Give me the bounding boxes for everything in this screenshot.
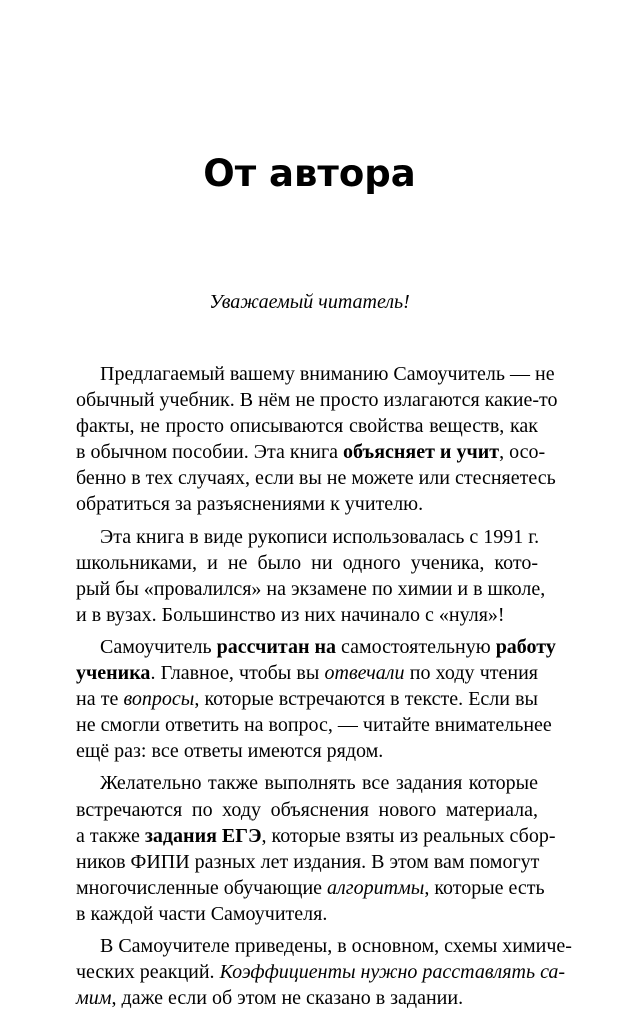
text-line [76, 387, 558, 413]
bold-text: объясняет и учит [343, 441, 500, 464]
text-line [76, 959, 566, 985]
text-line [76, 491, 538, 517]
paragraph [76, 361, 558, 518]
text-run: в обычном пособии. Эта книга [76, 441, 344, 464]
text-line [76, 465, 556, 491]
bold-text: работу [495, 635, 556, 658]
text-run: многочисленные обучающие [76, 876, 328, 899]
text-run: , которые встречаются в тексте. Если вы [194, 688, 538, 711]
italic-text: алгоритмы [327, 876, 425, 899]
text-line [76, 738, 538, 764]
text-run: в каждой части Самоучителя. [76, 902, 328, 925]
italic-text: мим [76, 987, 112, 1010]
text-run: обычный учебник. В нём не просто излагаются какие-то [76, 389, 558, 412]
text-run: обратиться за разъяснениями к учителю. [76, 493, 424, 516]
text-line [76, 849, 538, 875]
text-line [76, 901, 538, 927]
text-line [76, 660, 538, 686]
paragraph [76, 634, 556, 764]
text-run: на те [76, 688, 124, 711]
text-run: ников ФИПИ разных лет издания. В этом вам помогут [76, 850, 540, 873]
text-line [76, 823, 556, 849]
text-run: бенно в тех случаях, если вы не можете или стесняетесь [76, 467, 556, 490]
italic-text: Коэффициенты нужно расставлять са- [219, 961, 566, 984]
text-line [76, 797, 538, 823]
bold-text: ученика [76, 662, 151, 685]
chapter-title: От автора [203, 152, 416, 195]
text-run: ческих реакций. [76, 961, 220, 984]
bold-text: рассчитан на [216, 635, 336, 658]
text-line [76, 686, 538, 712]
bold-text: задания ЕГЭ [144, 824, 262, 847]
paragraph [76, 524, 546, 628]
paragraph [76, 770, 556, 927]
text-line [76, 361, 555, 387]
text-line [76, 712, 552, 738]
text-run: школьниками, и не было ни одного ученика, кото- [76, 551, 538, 574]
text-run: , даже если об этом не сказано в задании. [111, 987, 464, 1010]
text-run: , которые есть [424, 876, 545, 899]
text-line [76, 985, 538, 1011]
text-run: и в вузах. Большинство из них начинало с «нуля»! [76, 603, 505, 626]
text-run: Предлагаемый вашему вниманию Самоучитель — не [100, 363, 555, 385]
text-run: Самоучитель [100, 635, 217, 658]
text-line [76, 602, 538, 628]
salutation: Уважаемый читатель! [209, 291, 410, 313]
text-run: факты, не просто описываются свойства веществ, как [76, 415, 538, 438]
italic-text: отвечали [324, 662, 405, 685]
text-run: самостоятельную [336, 635, 496, 658]
text-line [76, 875, 545, 901]
text-run: Эта книга в виде рукописи использовалась с 1991 г. [100, 525, 540, 548]
text-run: а также [76, 824, 145, 847]
italic-text: вопросы [123, 688, 195, 711]
text-run: ещё раз: все ответы имеются рядом. [76, 740, 384, 763]
text-line [76, 933, 572, 959]
text-line [76, 770, 538, 796]
text-line [76, 550, 538, 576]
text-line [76, 576, 546, 602]
text-run: . Главное, чтобы вы [150, 662, 325, 685]
text-run: , осо- [499, 441, 546, 464]
text-line [76, 634, 556, 660]
text-run: не смогли ответить на вопрос, — читайте внимательнее [76, 714, 552, 737]
text-run: по ходу чтения [404, 662, 539, 685]
text-run: встречаются по ходу объяснения нового материала, [76, 798, 538, 821]
text-line [76, 413, 538, 439]
text-run: Желательно также выполнять все задания которые [100, 772, 538, 795]
text-run: , которые взяты из реальных сбор- [261, 824, 556, 847]
body-text [76, 361, 572, 1017]
text-line [76, 439, 546, 465]
text-line [76, 524, 538, 550]
text-run: В Самоучителе приведены, в основном, схемы химиче- [100, 934, 572, 957]
text-run: рый бы «провалился» на экзамене по химии и в школе, [76, 577, 546, 600]
